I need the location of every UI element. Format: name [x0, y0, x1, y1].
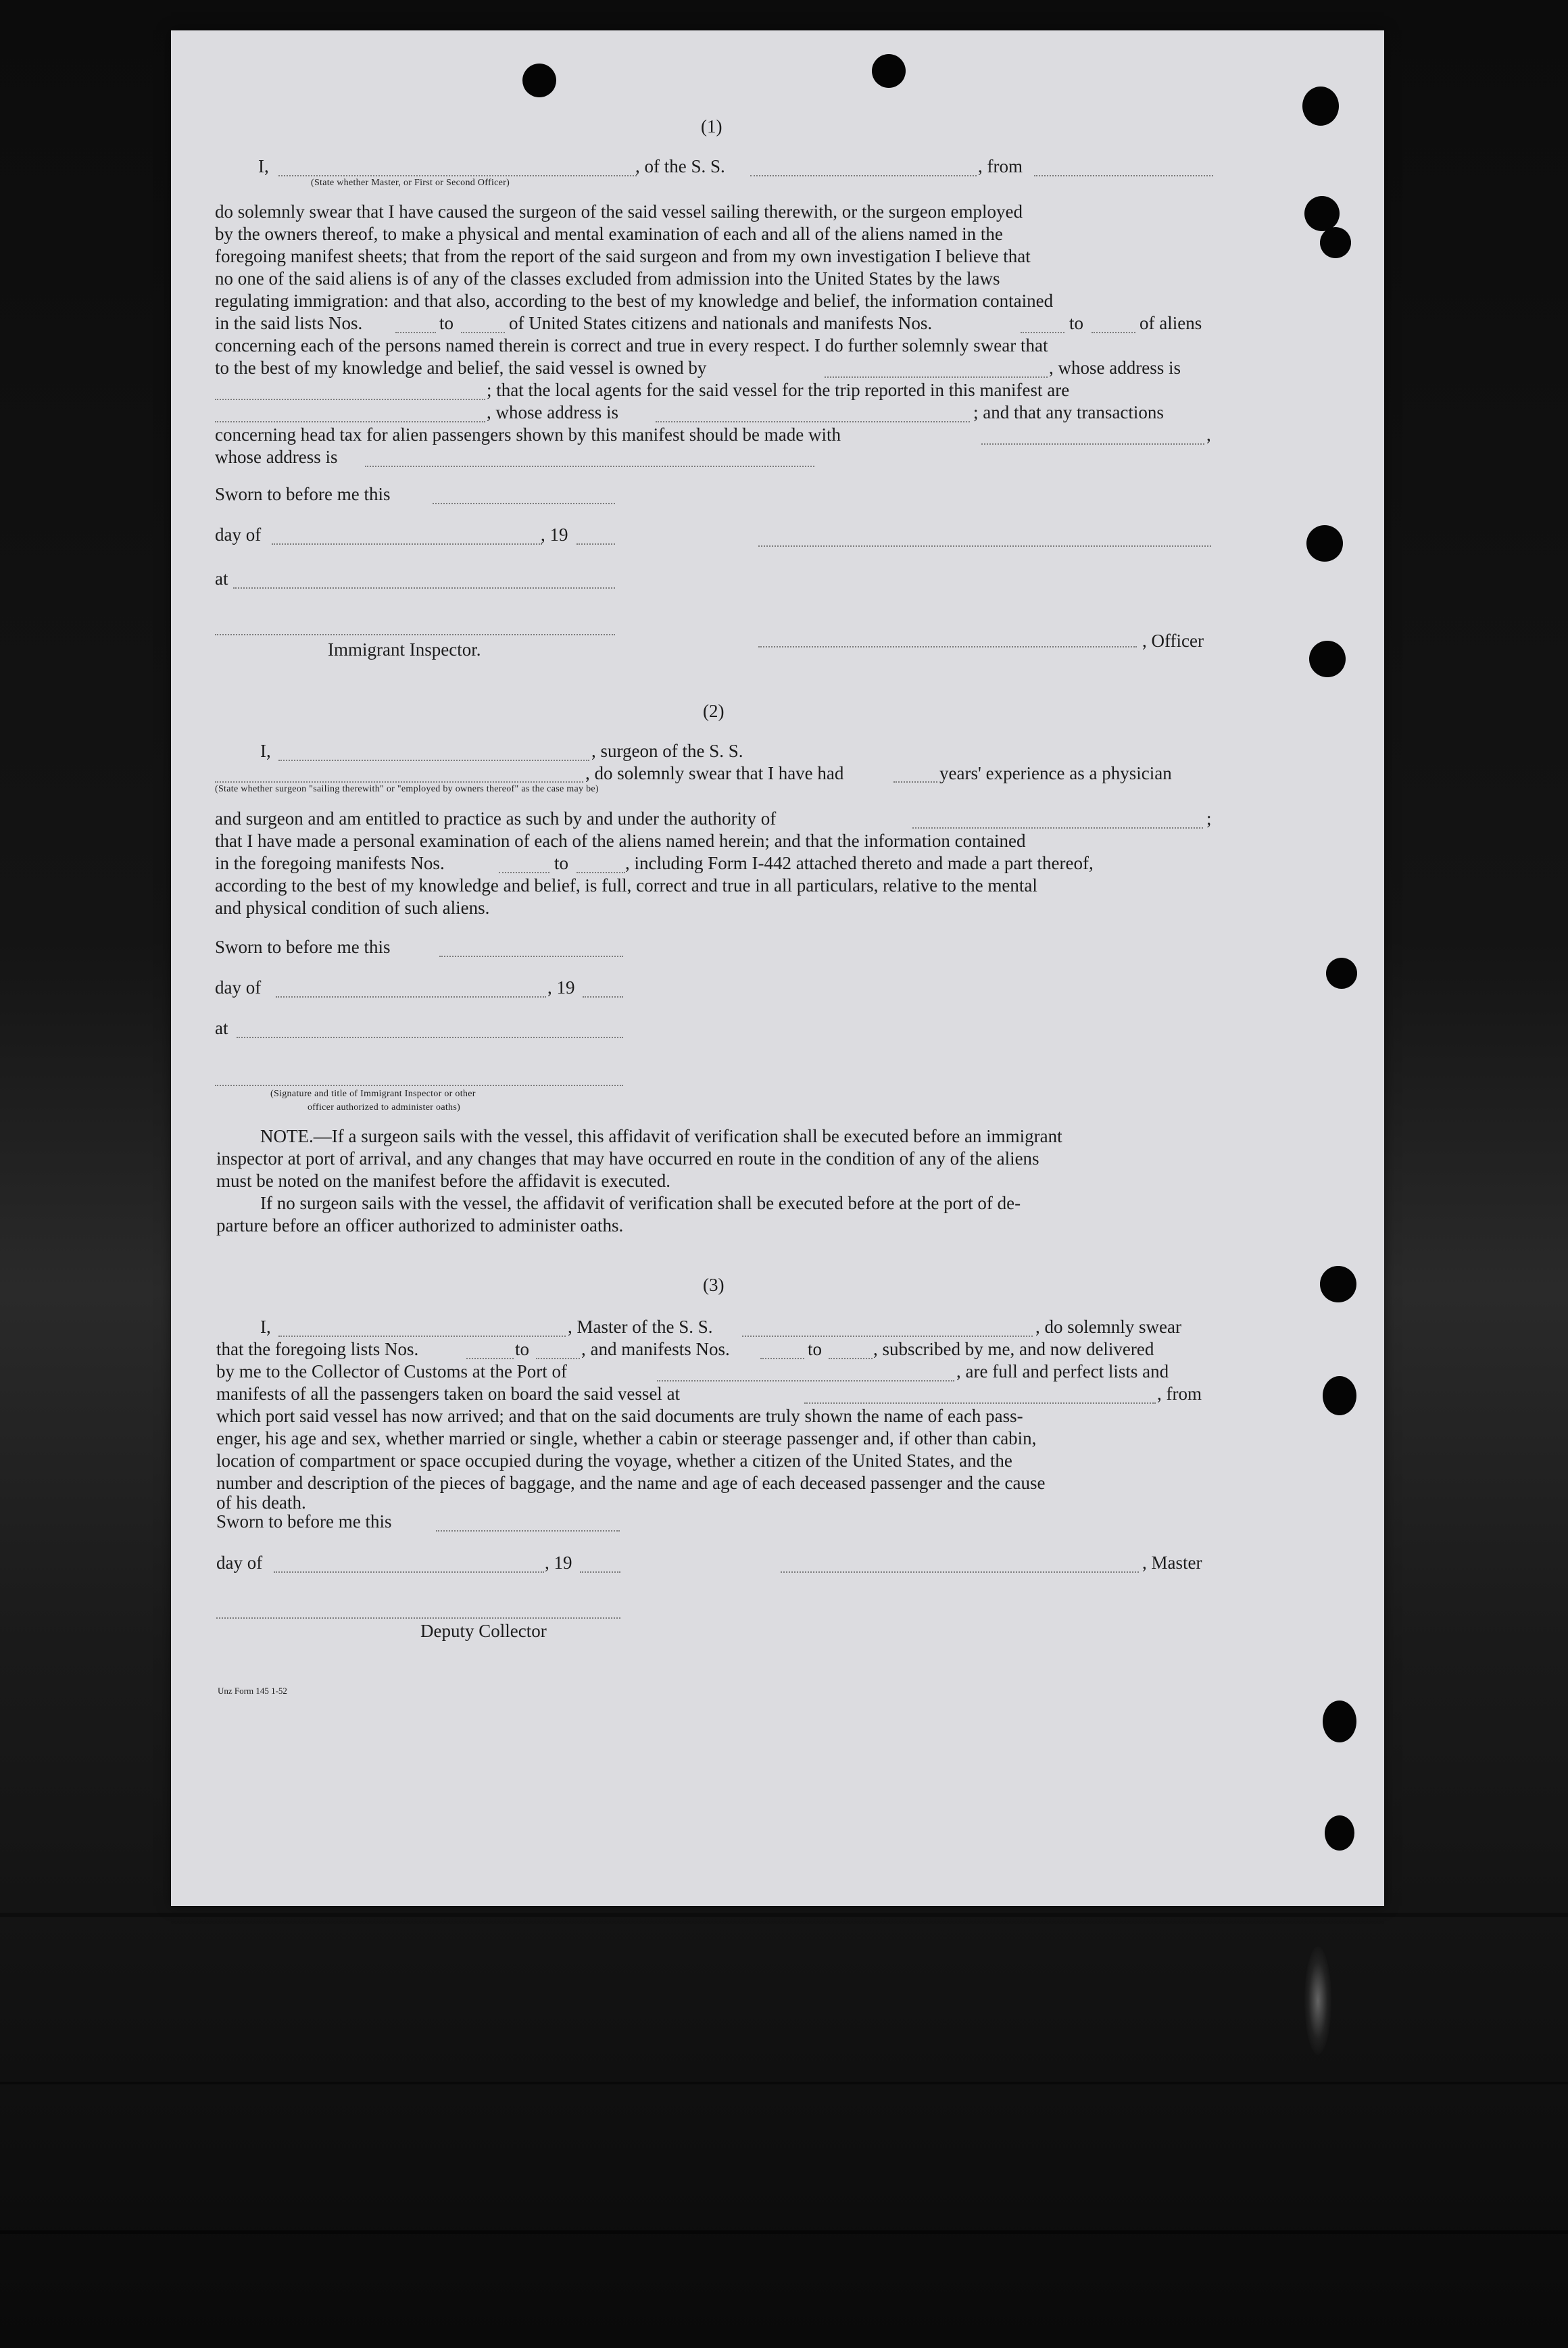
s1-year-field[interactable] — [577, 543, 615, 545]
s3-para-line: of his death. — [216, 1492, 306, 1513]
s2-line-5: and physical condition of such aliens. — [215, 898, 490, 918]
s1-day-field[interactable] — [272, 543, 542, 545]
s2-day-field[interactable] — [276, 996, 546, 998]
s2-line-1b: ; — [1206, 808, 1212, 829]
s1-officer: , Officer — [1142, 631, 1204, 651]
s3-swear: , do solemnly swear — [1035, 1317, 1181, 1337]
scan-streak — [0, 1913, 1568, 1917]
s1-line-6b: to — [439, 313, 454, 333]
s2-at: at — [215, 1018, 228, 1038]
s1-para-line: foregoing manifest sheets; that from the report of the said surgeon and from my own investigation I believe that — [215, 246, 1031, 266]
s3-master-sig-field[interactable] — [781, 1571, 1139, 1573]
s1-year: , 19 — [541, 524, 568, 545]
s2-manifests-to-field[interactable] — [577, 871, 625, 873]
s1-line-8b: , whose address is — [1049, 358, 1181, 378]
s1-officer-field[interactable] — [758, 645, 1137, 647]
s2-line-1a: and surgeon and am entitled to practice as such by and under the authority of — [215, 808, 777, 829]
s3-line-1b: to — [515, 1339, 530, 1359]
section-3-number: (3) — [703, 1275, 725, 1295]
punch-hole — [1306, 525, 1343, 562]
s1-rank-field[interactable] — [278, 174, 637, 176]
s2-line-3c: , including Form I-442 attached thereto and made a part thereof, — [625, 853, 1094, 873]
s1-line-7: concerning each of the persons named therein is correct and true in every respect. I do further solemnly swear that — [215, 335, 1048, 356]
s2-signature-field[interactable] — [215, 1084, 623, 1086]
s2-capacity-field[interactable] — [215, 781, 583, 783]
section-2-number: (2) — [703, 701, 725, 721]
s3-day-field[interactable] — [274, 1571, 544, 1573]
s2-authority-field[interactable] — [912, 827, 1203, 829]
s3-line-1c: , and manifests Nos. — [581, 1339, 730, 1359]
punch-hole — [1325, 1815, 1354, 1851]
s3-sworn: Sworn to before me this — [216, 1511, 392, 1532]
s3-manifests-to-field[interactable] — [829, 1357, 873, 1359]
s2-years-field[interactable] — [893, 781, 937, 783]
s2-line-4: according to the best of my knowledge and belief, is full, correct and true in all particulars, relative to the mental — [215, 875, 1037, 896]
s1-at: at — [215, 568, 228, 589]
punch-hole — [1309, 641, 1346, 677]
s1-line-8a: to the best of my knowledge and belief, the said vessel is owned by — [215, 358, 707, 378]
s3-line-3a: manifests of all the passengers taken on board the said vessel at — [216, 1384, 681, 1404]
note-line: must be noted on the manifest before the affidavit is executed. — [216, 1171, 671, 1191]
s3-year-field[interactable] — [580, 1571, 620, 1573]
punch-hole — [1320, 1266, 1356, 1302]
s1-inspector: Immigrant Inspector. — [328, 639, 481, 660]
s1-line-9: ; that the local agents for the said vessel for the trip reported in this manifest are — [487, 380, 1070, 400]
s3-lists-from-field[interactable] — [466, 1357, 514, 1359]
form-id: Unz Form 145 1-52 — [218, 1686, 287, 1696]
s1-line-10b: ; and that any transactions — [973, 402, 1164, 422]
s3-master: , Master — [1142, 1552, 1202, 1573]
note-line: parture before an officer authorized to administer oaths. — [216, 1215, 624, 1236]
s2-sworn-field[interactable] — [439, 955, 623, 957]
s2-year: , 19 — [547, 977, 575, 998]
s3-port-field[interactable] — [657, 1379, 954, 1381]
punch-hole — [872, 54, 906, 88]
s1-para-line: do solemnly swear that I have caused the surgeon of the said vessel sailing therewith, or the surgeon employed — [215, 201, 1023, 222]
s2-manifests-from-field[interactable] — [499, 871, 549, 873]
punch-hole — [1326, 958, 1357, 989]
s3-embark-field[interactable] — [804, 1402, 1156, 1404]
s1-line-10a: , whose address is — [487, 402, 618, 422]
s1-line-11a: concerning head tax for alien passengers shown by this manifest should be made with — [215, 424, 841, 445]
s3-line-3b: , from — [1157, 1384, 1202, 1404]
s1-agents-address-field[interactable] — [656, 420, 970, 422]
s1-headtax-address-field[interactable] — [365, 465, 814, 467]
s3-master-of: , Master of the S. S. — [568, 1317, 713, 1337]
punch-hole — [1302, 87, 1339, 126]
s1-manifests-from-field[interactable] — [1021, 331, 1064, 333]
s1-line-12: whose address is — [215, 447, 338, 467]
s2-line-3b: to — [554, 853, 569, 873]
s1-para-line: by the owners thereof, to make a physical and mental examination of each and all of the aliens named in the — [215, 224, 1003, 244]
s3-line-1e: , subscribed by me, and now delivered — [873, 1339, 1154, 1359]
s1-lists-to-field[interactable] — [461, 331, 505, 333]
s3-name-field[interactable] — [278, 1335, 566, 1337]
s3-year: , 19 — [545, 1552, 572, 1573]
s2-state-caption: (State whether surgeon "sailing therewith" or "employed by owners thereof" as the case may be) — [215, 784, 599, 794]
s3-line-1d: to — [808, 1339, 823, 1359]
s1-at-field[interactable] — [233, 587, 615, 589]
s2-day-of: day of — [215, 977, 262, 998]
s2-surgeon-of: , surgeon of the S. S. — [591, 741, 743, 761]
s1-headtax-field[interactable] — [981, 443, 1204, 445]
s1-i: I, — [258, 156, 269, 176]
punch-hole — [1320, 227, 1351, 258]
s1-line-6a: in the said lists Nos. — [215, 313, 363, 333]
note-line: inspector at port of arrival, and any changes that may have occurred en route in the condition of any of the aliens — [216, 1148, 1039, 1169]
s1-from: , from — [978, 156, 1023, 176]
s1-line-11b: , — [1206, 424, 1211, 445]
punch-hole — [1304, 196, 1340, 231]
s1-owner-field[interactable] — [825, 376, 1048, 378]
s1-line-6d: to — [1069, 313, 1084, 333]
punch-hole — [1323, 1701, 1356, 1742]
s1-inspector-sig-field[interactable] — [215, 633, 615, 635]
s3-line-2b: , are full and perfect lists and — [956, 1361, 1169, 1381]
s1-line-6c: of United States citizens and nationals and manifests Nos. — [509, 313, 933, 333]
s1-sworn-field[interactable] — [433, 502, 615, 504]
punch-hole — [522, 64, 556, 97]
s3-line-1a: that the foregoing lists Nos. — [216, 1339, 419, 1359]
s1-line-6e: of aliens — [1140, 313, 1202, 333]
s1-lists-from-field[interactable] — [395, 331, 436, 333]
s1-sworn: Sworn to before me this — [215, 484, 391, 504]
s3-day-of: day of — [216, 1552, 263, 1573]
s2-line-3a: in the foregoing manifests Nos. — [215, 853, 445, 873]
s1-state-caption: (State whether Master, or First or Second Officer) — [311, 178, 510, 188]
s3-deputy: Deputy Collector — [420, 1621, 547, 1641]
s2-swear-b: years' experience as a physician — [939, 763, 1172, 783]
light-glare — [1304, 1947, 1331, 2055]
s1-from-field[interactable] — [1034, 174, 1213, 176]
s2-year-field[interactable] — [583, 996, 623, 998]
s3-collector-sig-field[interactable] — [216, 1617, 620, 1619]
s3-para-line: which port said vessel has now arrived; and that on the said documents are truly shown the name of each pass- — [216, 1406, 1023, 1426]
note-line: If no surgeon sails with the vessel, the affidavit of verification shall be executed before at the port of de- — [260, 1193, 1021, 1213]
s1-owner-address-field[interactable] — [215, 398, 485, 400]
s2-name-field[interactable] — [278, 759, 589, 761]
s3-para-line: number and description of the pieces of baggage, and the name and age of each deceased passenger and the cause — [216, 1473, 1046, 1493]
s2-sig-caption-1: (Signature and title of Immigrant Inspector or other — [270, 1089, 476, 1099]
s1-para-line: no one of the said aliens is of any of the classes excluded from admission into the United States by the laws — [215, 268, 1000, 289]
section-1-number: (1) — [701, 116, 722, 137]
s1-manifests-to-field[interactable] — [1092, 331, 1135, 333]
s2-sig-caption-2: officer authorized to administer oaths) — [308, 1102, 461, 1112]
s1-vessel-field[interactable] — [750, 174, 977, 176]
s1-day-of: day of — [215, 524, 262, 545]
s1-para-line: regulating immigration: and that also, according to the best of my knowledge and belief, the information contained — [215, 291, 1054, 311]
s3-vessel-field[interactable] — [742, 1335, 1033, 1337]
s3-line-2a: by me to the Collector of Customs at the Port of — [216, 1361, 567, 1381]
punch-hole — [1323, 1376, 1356, 1415]
scan-streak — [0, 2082, 1568, 2084]
s2-sworn: Sworn to before me this — [215, 937, 391, 957]
s1-of-ss: , of the S. S. — [635, 156, 725, 176]
note-line: NOTE.—If a surgeon sails with the vessel, this affidavit of verification shall be executed before an immigrant — [260, 1126, 1062, 1146]
s3-sworn-field[interactable] — [436, 1530, 620, 1532]
s3-manifests-from-field[interactable] — [760, 1357, 804, 1359]
s3-i: I, — [260, 1317, 271, 1337]
s3-para-line: enger, his age and sex, whether married or single, whether a cabin or steerage passenger and, if other than cabin, — [216, 1428, 1037, 1448]
s2-swear-a: , do solemnly swear that I have had — [585, 763, 844, 783]
s3-para-line: location of compartment or space occupied during the voyage, whether a citizen of the United States, and the — [216, 1450, 1012, 1471]
manifest-page — [171, 30, 1384, 1906]
s1-signature-field[interactable] — [758, 545, 1211, 547]
s1-agents-field[interactable] — [215, 420, 485, 422]
s3-lists-to-field[interactable] — [536, 1357, 580, 1359]
s2-i: I, — [260, 741, 271, 761]
s2-line-2: that I have made a personal examination of each of the aliens named herein; and that the information contained — [215, 831, 1026, 851]
scan-streak — [0, 2230, 1568, 2234]
s2-at-field[interactable] — [237, 1036, 623, 1038]
